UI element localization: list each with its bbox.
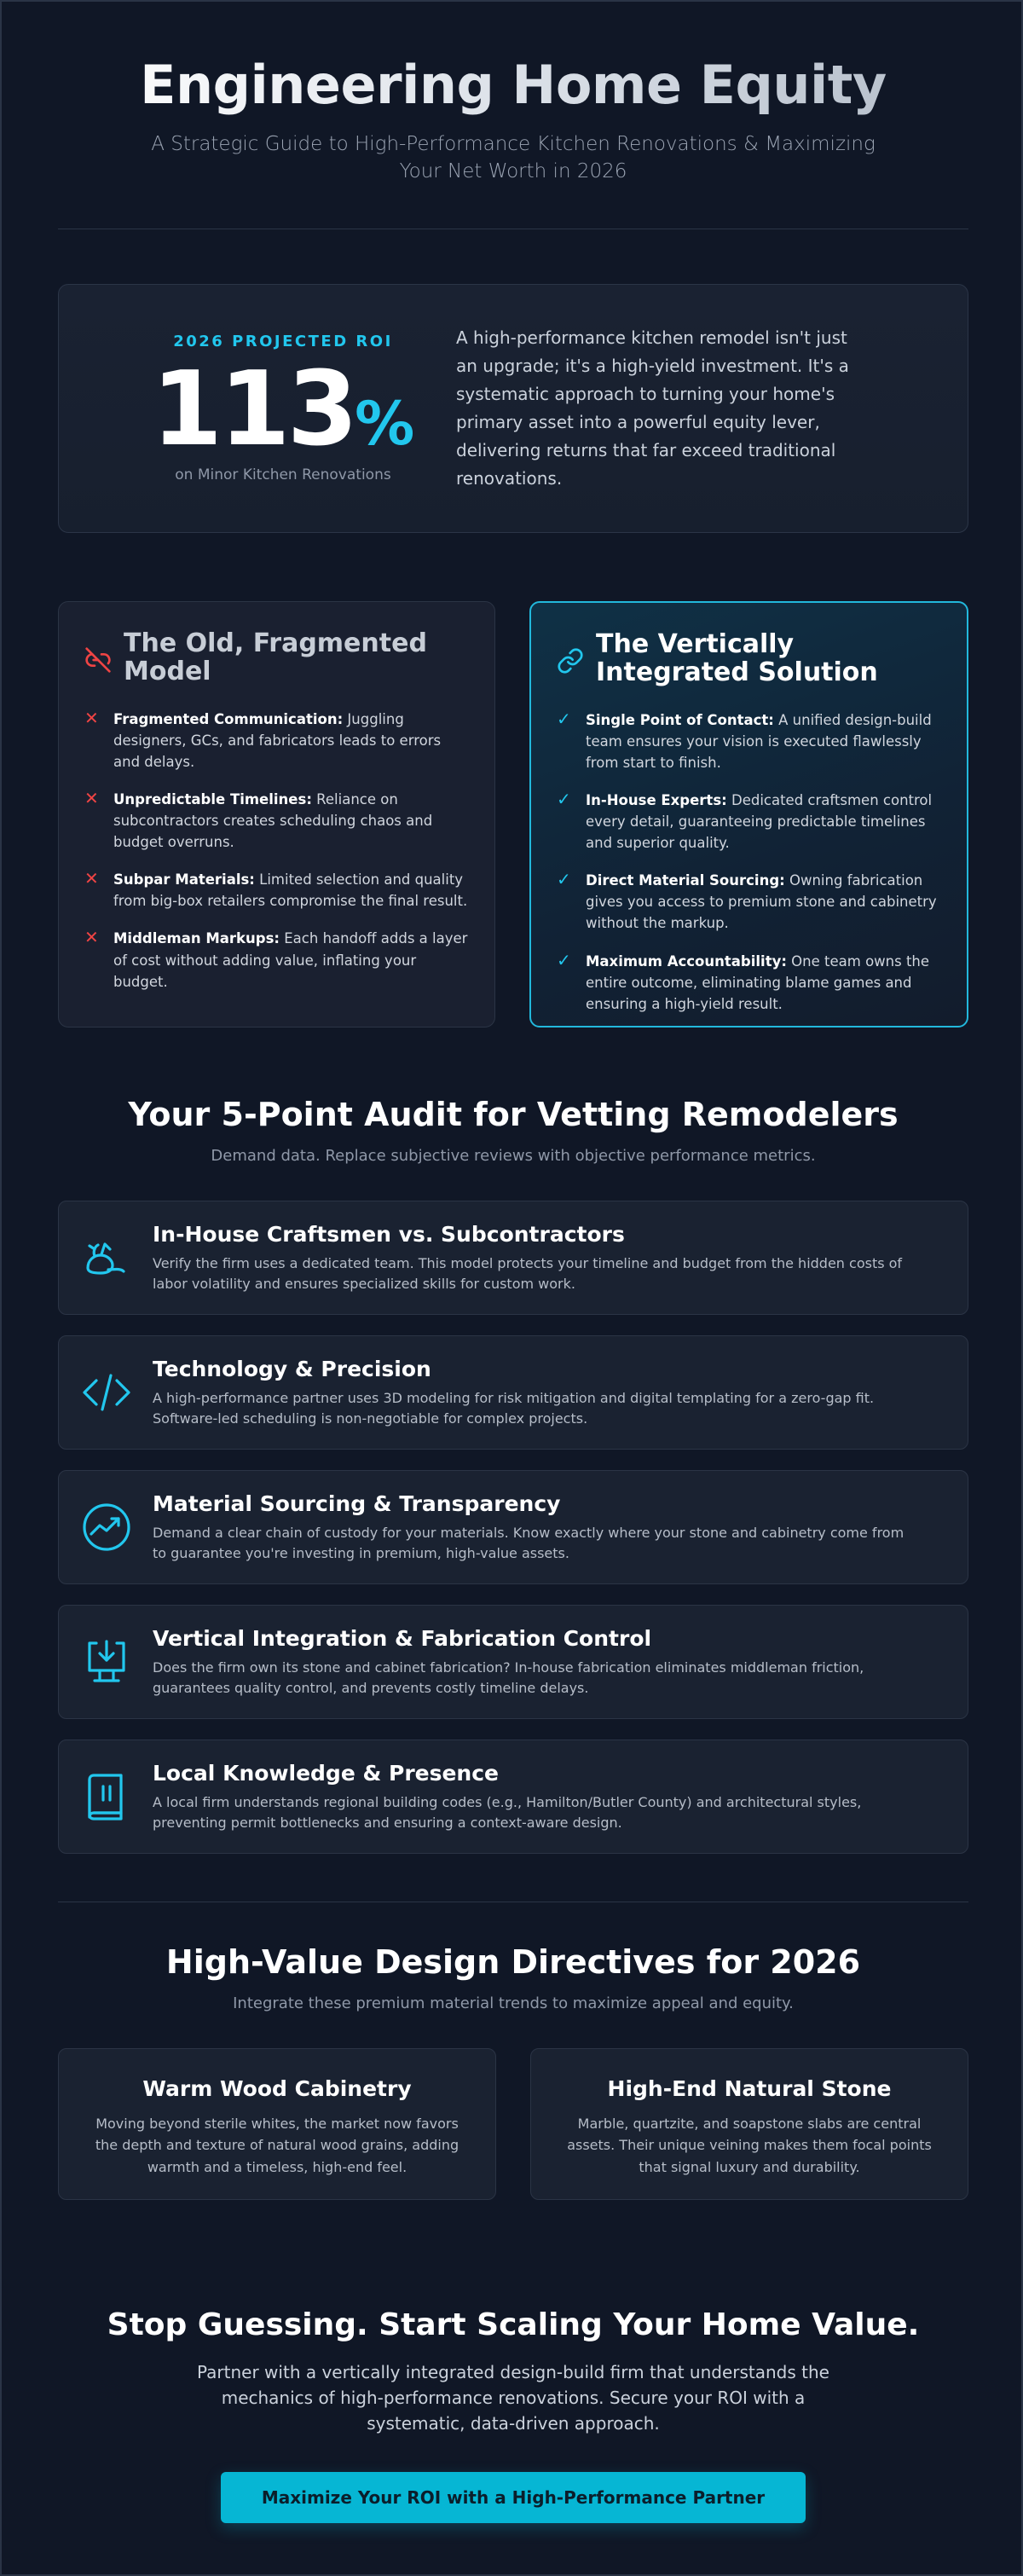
- check-icon: ✓: [557, 949, 571, 970]
- directive-text: Marble, quartzite, and soapstone slabs are central assets. Their unique veining makes them focal points that signal luxury and durability.: [567, 2115, 932, 2175]
- new-model-item-label: In-House Experts:: [586, 792, 727, 809]
- old-model-item-text: [113, 928, 469, 992]
- x-mark-icon: ✕: [84, 927, 99, 948]
- roi-unit: %: [355, 389, 415, 460]
- roi-value: [144, 350, 422, 470]
- new-model-item-text: [586, 951, 941, 1015]
- audit-list: [58, 1201, 968, 1854]
- directive-card: [58, 2048, 496, 2200]
- old-model-item-label: Unpredictable Timelines:: [113, 791, 312, 808]
- audit-item: [58, 1201, 968, 1315]
- new-model-item: [557, 951, 941, 1015]
- broken-link-icon: [84, 646, 112, 674]
- directive-title: Warm Wood Cabinetry: [142, 2075, 412, 2101]
- audit-item-title: Local Knowledge & Presence: [153, 1760, 500, 1786]
- audit-header: [58, 1096, 968, 1165]
- cta-title: Stop Guessing. Start Scaling Your Home Value.: [107, 2307, 920, 2342]
- x-mark-icon: ✕: [84, 788, 99, 809]
- new-model-item-text: [586, 709, 941, 773]
- cta-text: Partner with a vertically integrated design-build firm that understands the mechanics of high-performance renovations. Secure your ROI with a systematic, data-driven approach.: [197, 2361, 829, 2434]
- old-model-item-text: [113, 709, 469, 773]
- directives-title: High-Value Design Directives for 2026: [165, 1942, 861, 1981]
- trend-chart-icon: [79, 1500, 134, 1554]
- old-model-item-desc: Limited selection and quality from big-box retailers compromise the final result.: [113, 871, 468, 910]
- hero: [58, 2, 968, 186]
- new-model-title: The Vertically Integrated Solution: [596, 628, 878, 688]
- audit-item-text: A high-performance partner uses 3D modeling for risk mitigation and digital templating for a zero-gap fit. Software-led scheduling is non-negotiable for complex projects.: [153, 1389, 875, 1427]
- old-model-item-desc: Each handoff adds a layer of cost without adding value, inflating your budget.: [113, 930, 468, 990]
- old-model-item-text: [113, 869, 469, 912]
- new-model-item-label: Single Point of Contact:: [586, 711, 774, 728]
- audit-item-title: In-House Craftsmen vs. Subcontractors: [153, 1221, 625, 1247]
- audit-item: [58, 1605, 968, 1719]
- fabrication-icon: [79, 1635, 134, 1689]
- craftsman-icon: [79, 1230, 134, 1285]
- audit-item-text: A local firm understands regional building codes (e.g., Hamilton/Butler County) and architectural styles, preventing permit bottlenecks and ensuring a context-aware design.: [153, 1793, 862, 1832]
- roi-label: 2026 PROJECTED ROI: [173, 333, 393, 351]
- old-model-item: [84, 928, 469, 992]
- new-model-item-desc: A unified design-build team ensures your vision is executed flawlessly from start to finish.: [586, 711, 932, 772]
- old-model-item-label: Fragmented Communication:: [113, 710, 344, 727]
- audit-subtitle: Demand data. Replace subjective reviews with objective performance metrics.: [211, 1146, 816, 1165]
- old-model-item: [84, 789, 469, 853]
- new-model-item: [557, 790, 941, 854]
- link-icon: [557, 647, 584, 674]
- roi-number: 113: [151, 350, 355, 470]
- audit-title: Your 5-Point Audit for Vetting Remodelers: [128, 1095, 899, 1133]
- audit-item: [58, 1470, 968, 1584]
- audit-item-title: Vertical Integration & Fabrication Control: [153, 1625, 652, 1651]
- directive-card: [530, 2048, 968, 2200]
- audit-item-text: Verify the firm uses a dedicated team. This model protects your timeline and budget from the hidden costs of labor volatility and ensures specialized skills for custom work.: [153, 1254, 903, 1293]
- new-model-item: [557, 870, 941, 934]
- page-title: Engineering Home Equity: [58, 55, 968, 115]
- old-model-item-desc: Juggling designers, GCs, and fabricators leads to errors and delays.: [113, 710, 442, 771]
- roi-stat: [144, 333, 422, 483]
- directives-header: [58, 1943, 968, 2012]
- old-model-item: [84, 869, 469, 912]
- x-mark-icon: ✕: [84, 868, 99, 889]
- old-model-item-desc: Reliance on subcontractors creates scheduling chaos and budget overruns.: [113, 791, 433, 851]
- new-model-card: [529, 601, 968, 1028]
- code-icon: [79, 1365, 134, 1420]
- audit-item: [58, 1740, 968, 1854]
- old-model-item-label: Middleman Markups:: [113, 930, 280, 947]
- new-model-item-desc: Dedicated craftsmen control every detail, guaranteeing predictable timelines and superior quality.: [586, 792, 933, 852]
- cta-section: [58, 2307, 968, 2523]
- old-model-item: [84, 709, 469, 773]
- new-model-item-text: [586, 870, 941, 934]
- directives-subtitle: Integrate these premium material trends to maximize appeal and equity.: [233, 1994, 794, 2012]
- page-subtitle: A Strategic Guide to High-Performance Kitchen Renovations & Maximizing Your Net Worth in 2026: [151, 133, 876, 183]
- audit-item-text: Does the firm own its stone and cabinet fabrication? In-house fabrication eliminates middleman friction, guarantees quality control, and prevents costly timeline delays.: [153, 1658, 864, 1697]
- new-model-item-label: Maximum Accountability:: [586, 952, 787, 970]
- directive-text: Moving beyond sterile whites, the market now favors the depth and texture of natural wood grains, adding warmth and a timeless, high-end feel.: [95, 2115, 459, 2175]
- check-icon: ✓: [557, 708, 571, 729]
- new-model-item-text: [586, 790, 941, 854]
- old-model-list: [84, 709, 469, 993]
- old-model-title: The Old, Fragmented Model: [124, 628, 427, 687]
- new-model-item: [557, 709, 941, 773]
- new-model-item-desc: Owning fabrication gives you access to premium stone and cabinetry without the markup.: [586, 872, 937, 932]
- audit-item-title: Material Sourcing & Transparency: [153, 1491, 561, 1516]
- audit-item-title: Technology & Precision: [153, 1356, 431, 1381]
- audit-item: [58, 1335, 968, 1450]
- book-icon: [79, 1769, 134, 1824]
- old-model-item-label: Subpar Materials:: [113, 871, 255, 889]
- audit-item-text: Demand a clear chain of custody for your materials. Know exactly where your stone and cabinetry come from to guarantee you're investing in premium, high-value assets.: [153, 1524, 905, 1562]
- new-model-list: [557, 709, 941, 1015]
- roi-description: A high-performance kitchen remodel isn't just an upgrade; it's a high-yield investment. It's a systematic approach to turning your home's primary asset into a powerful equity lever, delivering returns that far exceed traditional renovations.: [456, 327, 849, 489]
- old-model-card: [58, 601, 495, 1028]
- check-icon: ✓: [557, 789, 571, 810]
- roi-sublabel: on Minor Kitchen Renovations: [175, 466, 391, 484]
- x-mark-icon: ✕: [84, 707, 99, 728]
- page: [2, 2, 1023, 2523]
- directives-grid: [58, 2048, 968, 2200]
- new-model-item-label: Direct Material Sourcing:: [586, 872, 785, 889]
- check-icon: ✓: [557, 869, 571, 890]
- roi-card: [58, 284, 968, 533]
- cta-button[interactable]: Maximize Your ROI with a High-Performance Partner: [221, 2472, 806, 2523]
- old-model-item-text: [113, 789, 469, 853]
- directive-title: High-End Natural Stone: [607, 2075, 892, 2101]
- comparison: [58, 601, 968, 1028]
- new-model-item-desc: One team owns the entire outcome, eliminating blame games and ensuring a high-yield result.: [586, 952, 930, 1012]
